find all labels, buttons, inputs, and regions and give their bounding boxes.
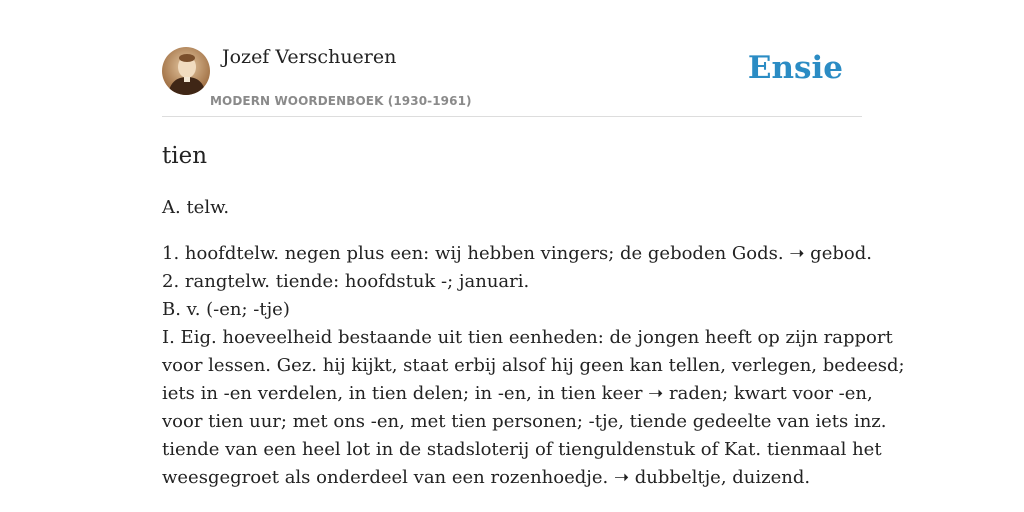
author-avatar[interactable] [162,47,210,95]
ensie-logo[interactable]: Ensie [747,50,843,86]
definition-line [162,464,862,492]
arrow-right-icon: ➝ [789,243,805,264]
arrow-right-icon: ➝ [613,467,630,488]
author-name[interactable]: Jozef Verschueren [222,46,397,68]
definition-text: voor lessen. Gez. hij kijkt, staat erbij alsof hij geen kan tellen, verlegen, bedeesd; [162,355,905,376]
part-of-speech: A. telw. [162,197,230,218]
definition-text: tiende van een heel lot in de stadsloterij of tienguldenstuk of Kat. tienmaal het [162,439,882,460]
header [162,0,862,117]
definition-line [162,352,905,380]
definition [162,240,905,492]
definition-text: . [866,243,872,264]
definition-text: 1. hoofdtelw. negen plus een: wij hebben vingers; de geboden Gods. [162,243,790,264]
definition-text: iets in -en verdelen, in tien delen; in -en, in tien keer [162,383,649,404]
definition-text: . [804,467,811,488]
arrow-right-icon: ➝ [648,383,664,404]
definition-line [162,296,862,324]
page [162,0,905,492]
definition-text: B. v. (-en; -tje) [162,299,290,320]
crossref-link[interactable]: gebod [810,243,867,264]
definition-line [162,408,887,436]
definition-line [162,436,882,464]
definition-text: 2. rangtelw. tiende: hoofdstuk -; januari. [162,271,530,292]
definition-text: voor tien uur; met ons -en, met tien personen; -tje, tiende gedeelte van iets inz. [162,411,887,432]
definition-line [162,380,873,408]
definition-line [162,324,893,352]
crossref-link[interactable]: raden [669,383,723,404]
crossref-link[interactable]: dubbeltje, duizend [634,467,805,488]
definition-line [162,240,872,268]
definition-text: I. Eig. hoeveelheid bestaande uit tien eenheden: de jongen heeft op zijn rapport [162,327,893,348]
definition-line [162,268,862,296]
dictionary-source[interactable]: MODERN WOORDENBOEK (1930-1961) [210,94,472,108]
definition-text: weesgegroet als onderdeel van een rozenhoedje. [162,467,614,488]
entry-title: tien [162,143,208,169]
portrait-image [162,47,210,95]
definition-text: ; kwart voor -en, [722,383,873,404]
